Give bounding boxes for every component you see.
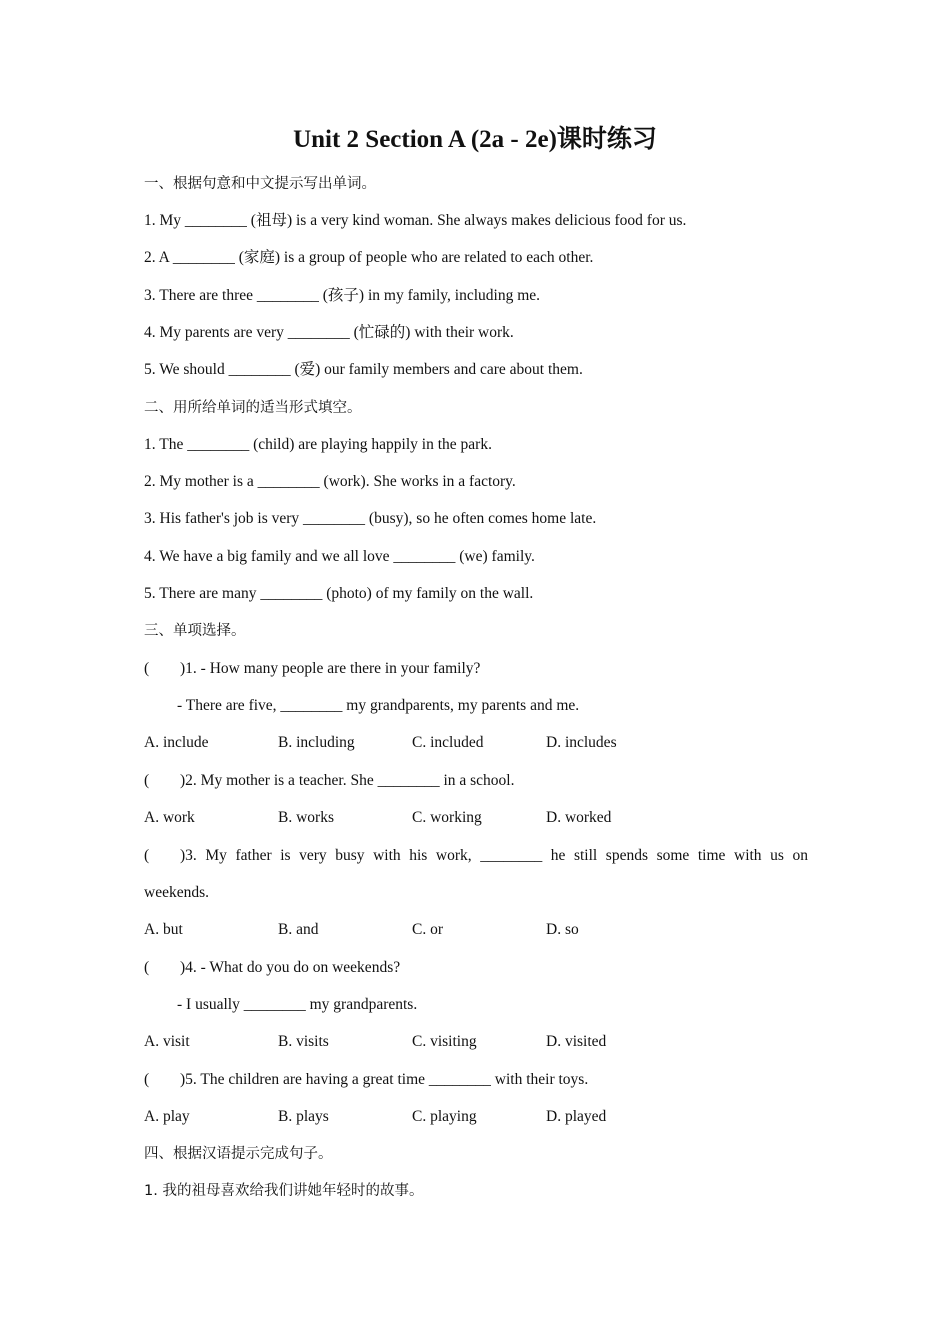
answer-paren: ( xyxy=(144,959,150,976)
option-b: B. including xyxy=(278,734,355,751)
section3-heading: 三、单项选择。 xyxy=(144,623,246,639)
option-a: A. work xyxy=(144,809,195,826)
question-3-text: )3. My father is very busy with his work, ________ he still spends some time with us on xyxy=(180,847,808,864)
option-d: D. played xyxy=(546,1108,607,1125)
section2-item-1: 1. The ________ (child) are playing happily in the park. xyxy=(144,436,492,453)
option-d: D. so xyxy=(546,921,579,938)
option-b: B. plays xyxy=(278,1108,329,1125)
section2-item-5: 5. There are many ________ (photo) of my family on the wall. xyxy=(144,585,534,602)
answer-paren: ( xyxy=(144,660,150,677)
section2-item-4: 4. We have a big family and we all love ________ (we) family. xyxy=(144,548,535,565)
question-1-subline: - There are five, ________ my grandparents, my parents and me. xyxy=(177,697,580,714)
option-c: C. working xyxy=(412,809,482,826)
option-c: C. included xyxy=(412,734,484,751)
question-2-text: )2. My mother is a teacher. She ________ in a school. xyxy=(180,772,515,789)
question-5-text: )5. The children are having a great time ________ with their toys. xyxy=(180,1071,589,1088)
option-a: A. visit xyxy=(144,1033,190,1050)
section2-heading: 二、用所给单词的适当形式填空。 xyxy=(144,400,362,416)
section1-item-2: 2. A ________ (家庭) is a group of people who are related to each other. xyxy=(144,249,594,266)
question-4-subline: - I usually ________ my grandparents. xyxy=(177,996,418,1013)
section4-item-1: 1. 我的祖母喜欢给我们讲她年轻时的故事。 xyxy=(144,1183,424,1199)
section2-item-2: 2. My mother is a ________ (work). She works in a factory. xyxy=(144,473,516,490)
section1-heading: 一、根据句意和中文提示写出单词。 xyxy=(144,176,376,192)
page-title: Unit 2 Section A (2a - 2e)课时练习 xyxy=(293,126,657,153)
answer-paren: ( xyxy=(144,1071,150,1088)
option-c: C. playing xyxy=(412,1108,477,1125)
option-d: D. visited xyxy=(546,1033,607,1050)
section1-item-1: 1. My ________ (祖母) is a very kind woman. She always makes delicious food for us. xyxy=(144,212,687,229)
question-4 xyxy=(144,957,808,979)
option-a: A. include xyxy=(144,734,209,751)
question-3 xyxy=(144,845,808,867)
option-c: C. visiting xyxy=(412,1033,477,1050)
option-b: B. works xyxy=(278,809,334,826)
question-2 xyxy=(144,770,808,792)
option-d: D. includes xyxy=(546,734,617,751)
section4-heading: 四、根据汉语提示完成句子。 xyxy=(144,1146,333,1162)
section1-item-4: 4. My parents are very ________ (忙碌的) with their work. xyxy=(144,324,514,341)
question-1 xyxy=(144,658,808,680)
answer-paren: ( xyxy=(144,772,150,789)
option-d: D. worked xyxy=(546,809,612,826)
option-c: C. or xyxy=(412,921,443,938)
option-a: A. but xyxy=(144,921,183,938)
question-1-text: )1. - How many people are there in your family? xyxy=(180,660,481,677)
section1-item-5: 5. We should ________ (爱) our family members and care about them. xyxy=(144,361,583,378)
option-b: B. visits xyxy=(278,1033,329,1050)
question-4-text: )4. - What do you do on weekends? xyxy=(180,959,401,976)
question-5 xyxy=(144,1069,808,1091)
section1-item-3: 3. There are three ________ (孩子) in my family, including me. xyxy=(144,287,541,304)
answer-paren: ( xyxy=(144,847,150,864)
option-b: B. and xyxy=(278,921,319,938)
question-3-continuation: weekends. xyxy=(144,884,209,901)
section2-item-3: 3. His father's job is very ________ (busy), so he often comes home late. xyxy=(144,510,597,527)
option-a: A. play xyxy=(144,1108,190,1125)
